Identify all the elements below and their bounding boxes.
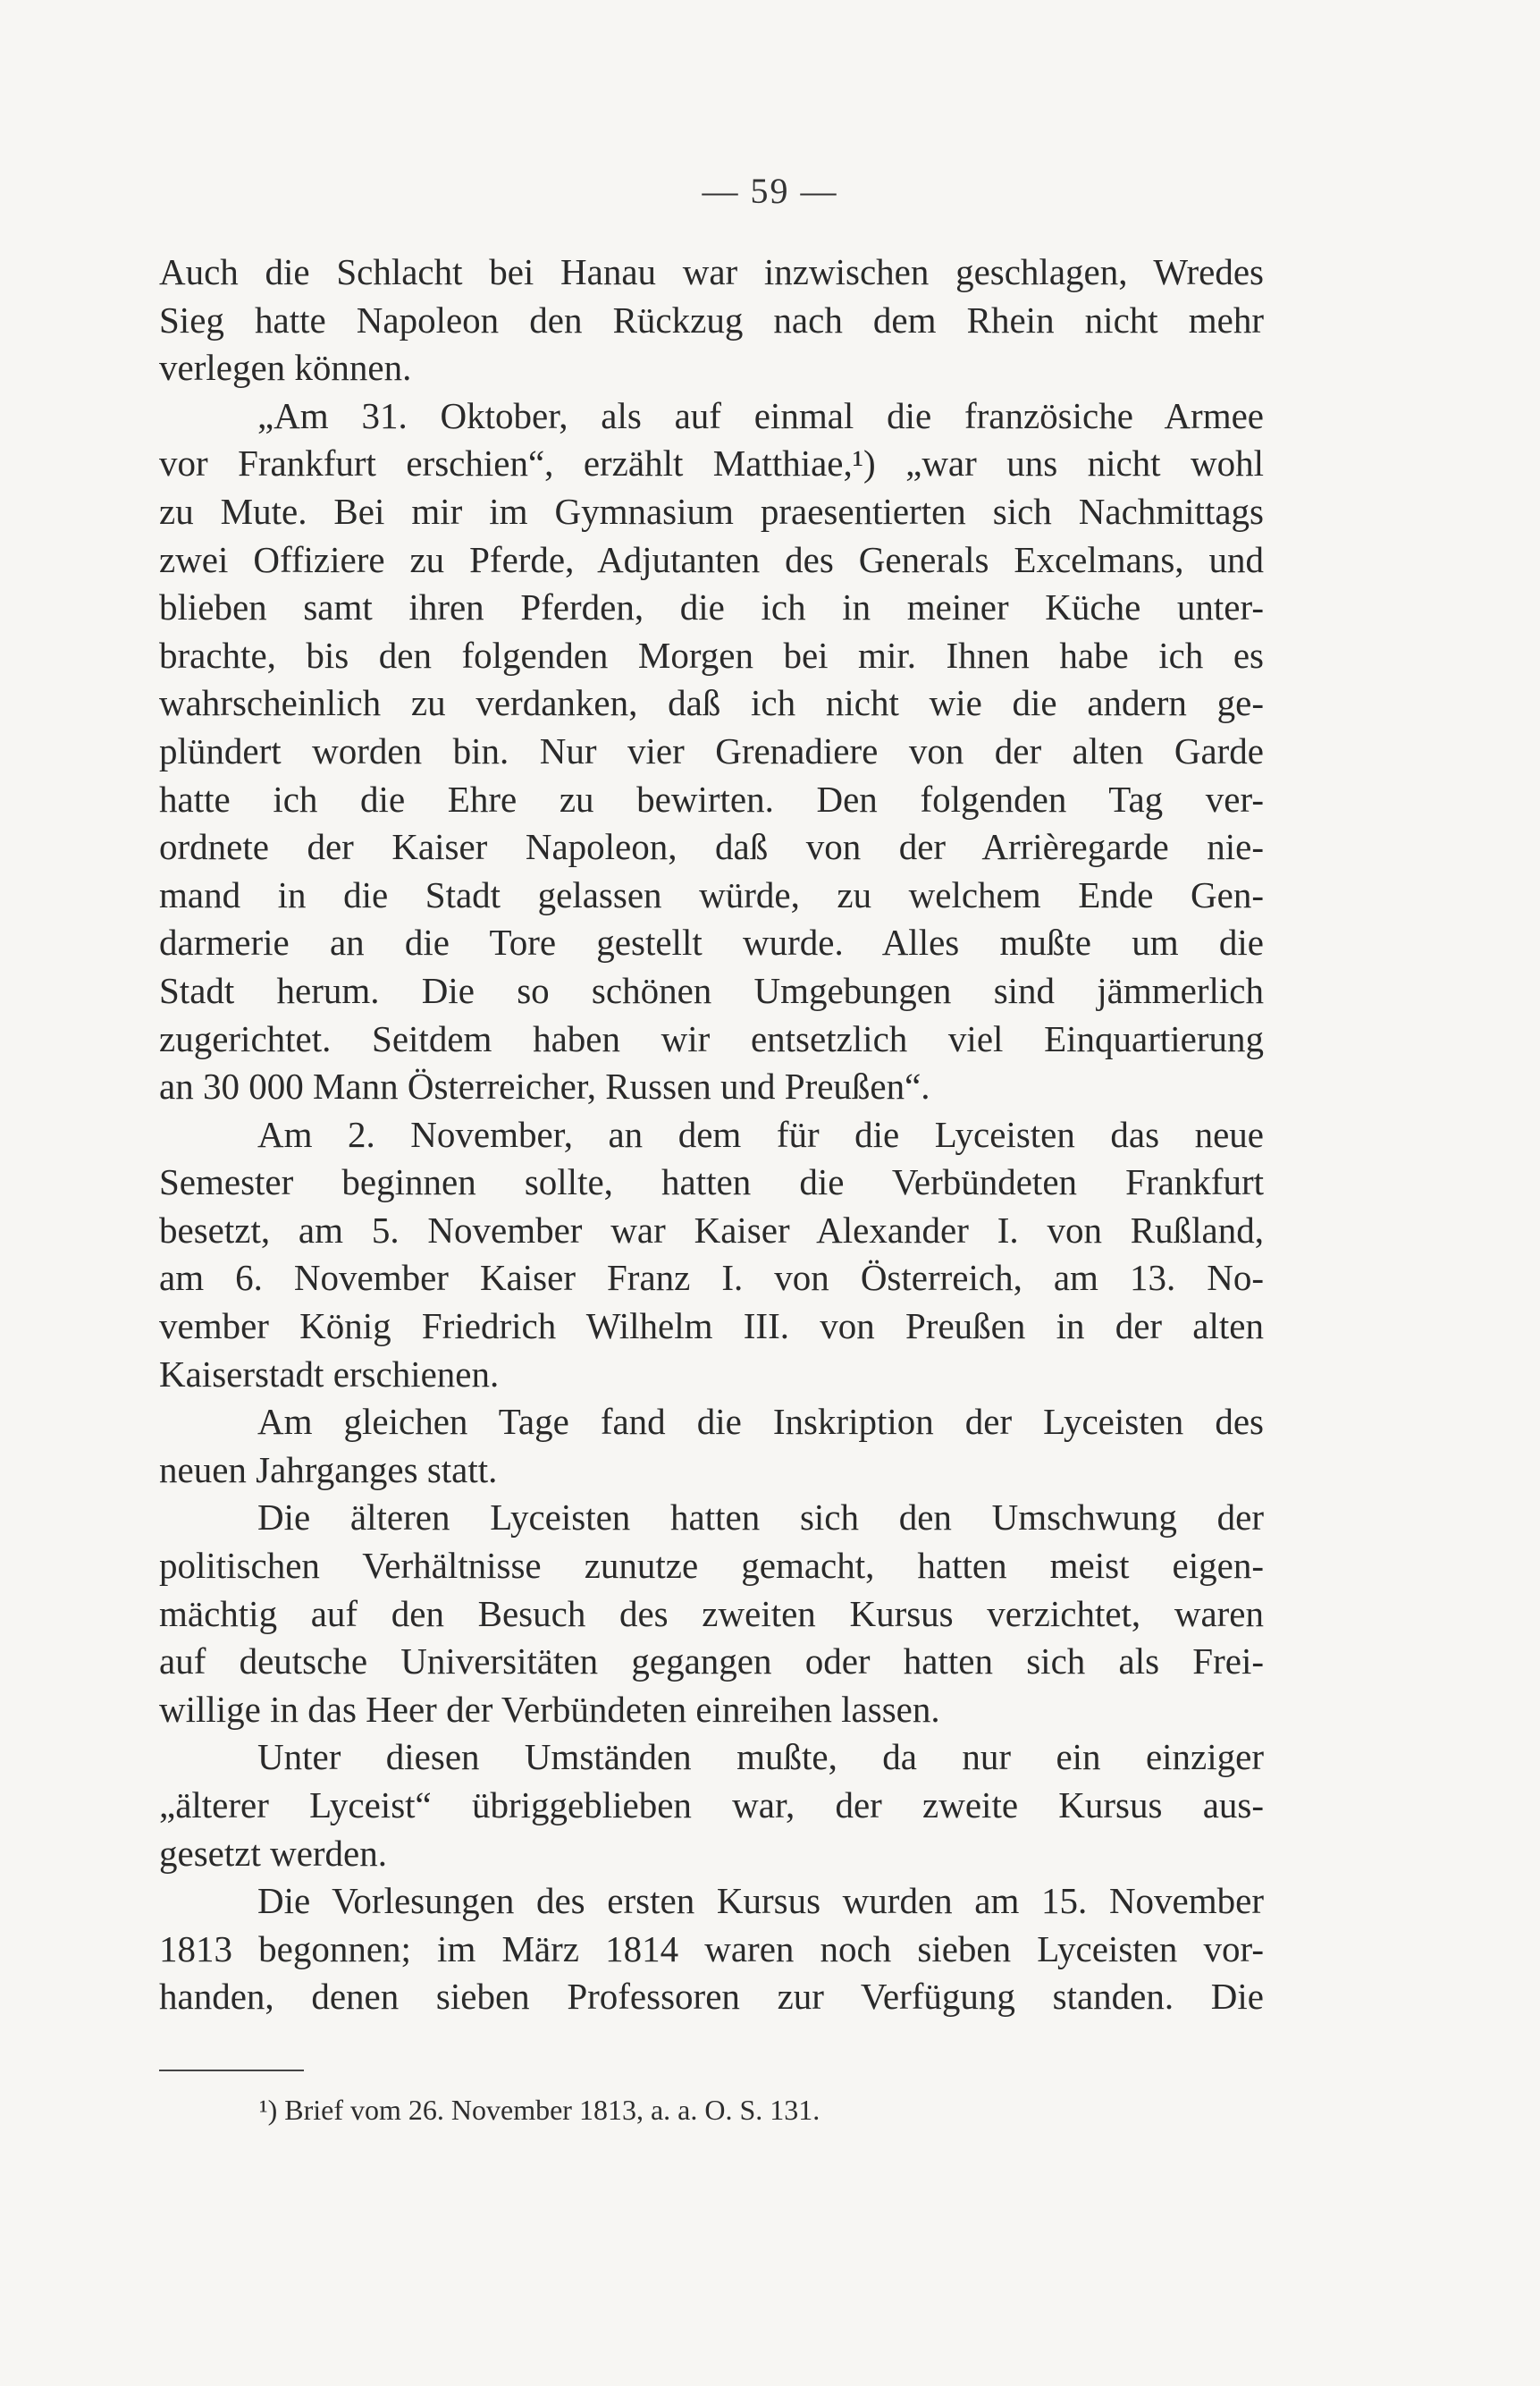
text-line: plündert worden bin. Nur vier Grenadiere von der alten Garde [159,729,1264,771]
text-line: Stadt herum. Die so schönen Umgebungen sind jämmerlich [159,969,1264,1011]
text-line: Kaiserstadt erschienen. [159,1353,500,1395]
text-line: Unter diesen Umständen mußte, da nur ein einziger [257,1736,1264,1778]
text-line: zu Mute. Bei mir im Gymnasium praesentierten sich Nachmittags [159,490,1264,532]
text-line: Auch die Schlacht bei Hanau war inzwischen geschlagen, Wredes [159,251,1264,292]
text-line: wahrscheinlich zu verdanken, daß ich nicht wie die andern ge- [159,682,1264,724]
text-line: gesetzt werden. [159,1832,387,1874]
text-line: politischen Verhältnisse zunutze gemacht, hatten meist eigen- [159,1545,1264,1587]
text-line: auf deutsche Universitäten gegangen oder hatten sich als Frei- [159,1640,1264,1682]
text-line: Sieg hatte Napoleon den Rückzug nach dem Rhein nicht mehr [159,299,1264,341]
footnote-divider [159,2070,304,2071]
text-line: willige in das Heer der Verbündeten einreihen lassen. [159,1688,940,1730]
text-line: handen, denen sieben Professoren zur Verfügung standen. Die [159,1976,1264,2018]
page-number: — 59 — [702,171,838,211]
text-line: darmerie an die Tore gestellt wurde. Alles mußte um die [159,922,1264,964]
text-line: Am 2. November, an dem für die Lyceisten das neue [257,1113,1264,1155]
text-line: neuen Jahrganges statt. [159,1448,498,1490]
footnote: ¹) Brief vom 26. November 1813, a. a. O. S. 131. [259,2094,820,2126]
body-text [159,249,1264,2021]
text-line: „Am 31. Oktober, als auf einmal die französiche Armee [257,394,1264,436]
text-line: „älterer Lyceist“ übriggeblieben war, der zweite Kursus aus- [159,1784,1264,1825]
text-line: vor Frankfurt erschien“, erzählt Matthiae,¹) „war uns nicht wohl [159,443,1264,485]
text-line: 1813 begonnen; im März 1814 waren noch sieben Lyceisten vor- [159,1927,1264,1969]
text-line: brachte, bis den folgenden Morgen bei mir. Ihnen habe ich es [159,634,1264,676]
text-line: Die Vorlesungen des ersten Kursus wurden am 15. November [257,1880,1264,1922]
text-line: ordnete der Kaiser Napoleon, daß von der Arrièregarde nie- [159,826,1264,868]
text-line: besetzt, am 5. November war Kaiser Alexander I. von Rußland, [159,1209,1264,1251]
text-line: vember König Friedrich Wilhelm III. von Preußen in der alten [159,1305,1264,1347]
text-line: zwei Offiziere zu Pferde, Adjutanten des Generals Excelmans, und [159,538,1264,580]
text-line: hatte ich die Ehre zu bewirten. Den folgenden Tag ver- [159,778,1264,820]
text-line: Am gleichen Tage fand die Inskription der Lyceisten des [257,1401,1264,1443]
text-line: blieben samt ihren Pferden, die ich in meiner Küche unter- [159,586,1264,628]
text-line: zugerichtet. Seitdem haben wir entsetzlich viel Einquartierung [159,1017,1264,1059]
text-line: an 30 000 Mann Österreicher, Russen und Preußen“. [159,1066,930,1108]
text-line: Die älteren Lyceisten hatten sich den Umschwung der [257,1497,1264,1539]
text-line: Semester beginnen sollte, hatten die Verbündeten Frankfurt [159,1161,1264,1203]
text-line: verlegen können. [159,347,412,389]
text-line: mächtig auf den Besuch des zweiten Kursus verzichtet, waren [159,1592,1264,1634]
text-line: am 6. November Kaiser Franz I. von Österreich, am 13. No- [159,1257,1264,1299]
text-line: mand in die Stadt gelassen würde, zu welchem Ende Gen- [159,873,1264,915]
